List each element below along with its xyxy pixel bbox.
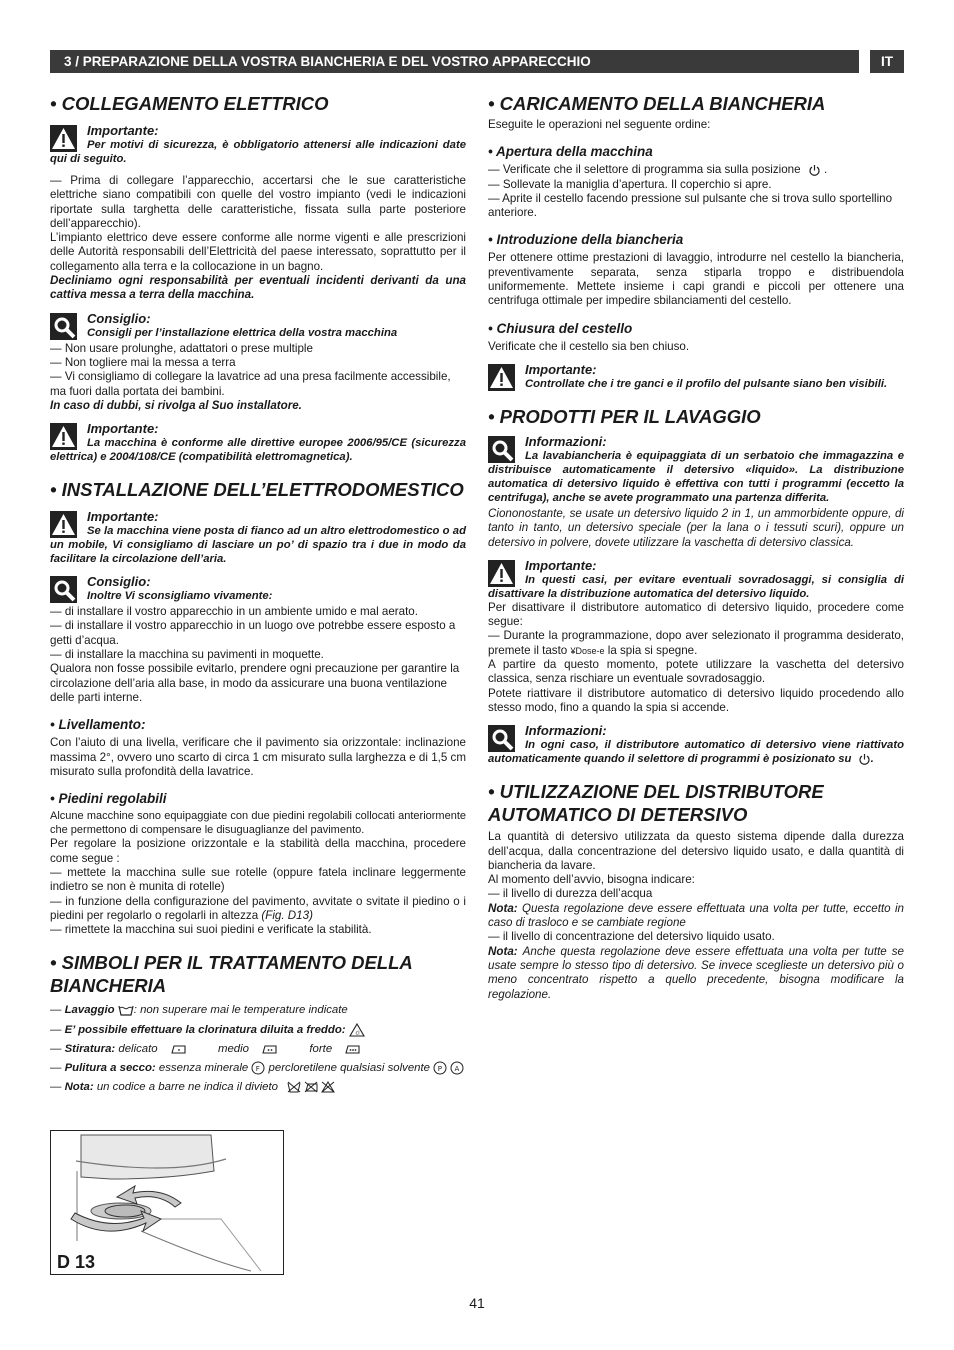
label: Stiratura:: [64, 1043, 116, 1055]
symbol-pulitura: — Pulitura a secco: essenza minerale F percloretilene qualsiasi solvente P A: [50, 1061, 466, 1075]
label: Lavaggio: [64, 1004, 115, 1017]
list-item: — di installare il vostro apparecchio in un ambiente umido e mal aerato.: [50, 605, 418, 619]
iron-medium-icon: [260, 1043, 278, 1055]
notice-title: Importante:: [87, 509, 159, 525]
text: — in funzione della configurazione del pavimento, avvitate o svitate il piedino o i piedini per regolarlo o regolarli in altezza: [50, 894, 466, 922]
right-column: [488, 92, 904, 1002]
text: un codice a barre ne indica il divieto: [96, 1081, 278, 1094]
paragraph: A partire da questo momento, potete utilizzare la vaschetta del detersivo classica, senza rischiare un eventuale sovradosaggio.: [488, 658, 904, 686]
paragraph: Con l’aiuto di una livella, verificare che il pavimento sia orizzontale: inclinazione massima 2°, ovvero uno scarto di circa 1 cm misurato sulla larghezza e di 1,5 cm misurato sulla profondità della lavatrice.: [50, 736, 466, 778]
list-item: — Sollevate la maniglia d’apertura. Il coperchio si apre.: [488, 177, 772, 191]
note: [488, 902, 904, 931]
paragraph: Decliniamo ogni responsabilità per eventuali incidenti derivanti da una cattiva messa a terra della macchina.: [50, 274, 466, 302]
paragraph: Per regolare la posizione orizzontale e la stabilità della macchina, procedere come segue :: [50, 837, 466, 865]
notice-importante: [50, 421, 466, 464]
svg-text:A: A: [454, 1065, 460, 1074]
paragraph: [50, 895, 466, 924]
text: forte: [309, 1043, 333, 1055]
notice-body: In questi casi, per evitare eventuali sovradosaggi, si consiglia di disattivare la distribuzione automatica del detersivo liquido.: [488, 573, 904, 600]
notice-informazioni: [488, 723, 904, 766]
figure-reference: (Fig. D13): [261, 908, 313, 922]
power-icon: [858, 753, 871, 766]
list-item: — il livello di durezza dell’acqua: [488, 887, 653, 901]
notice-body: In ogni caso, il distributore automatico di detersivo viene riattivato automaticamente quando il selettore di programmi è posizionato su .: [488, 739, 904, 766]
paragraph: Verificate che il cestello sia ben chiuso.: [488, 339, 690, 353]
paragraph: Ciononostante, se usate un detersivo liquido 2 in 1, un ammorbidente oppure, di tanto in tanto, un detersivo speciale (per la lana o i tessuti scuri), oppure un detersivo in polvere, dovete utilizzare la vaschetta di detersivo classica.: [488, 506, 904, 549]
text: : non superare mai le temperature indicate: [133, 1004, 348, 1017]
list-item: — il livello di concentrazione del detersivo liquido usato.: [488, 930, 775, 944]
notice-body: Controllate che i tre ganci e il profilo del pulsante siano ben visibili.: [525, 377, 888, 390]
prohibited-wash-icon: [287, 1081, 301, 1093]
heading-caricamento: • CARICAMENTO DELLA BIANCHERIA: [488, 93, 826, 114]
text: — Verificate che il selettore di programma sia sulla posizione: [488, 163, 801, 177]
notice-importante: [50, 123, 466, 166]
paragraph: Eseguite le operazioni nel seguente ordine:: [488, 118, 711, 131]
bleach-triangle-icon: [349, 1023, 365, 1037]
text: medio: [217, 1043, 250, 1055]
prohibited-bleach-icon: [321, 1081, 335, 1093]
notice-body: La lavabiancheria è equipaggiata di un serbatoio che immagazzina e distribuisce automaticamente il detersivo «liquido». La distribuzione automatica di detersivo liquido è effettiva con tutti i programmi (eccetto la centrifuga), anche se avete programmato una partenza differita.: [488, 449, 904, 504]
notice-body: Inoltre Vi sconsigliamo vivamente:: [87, 590, 273, 603]
left-column: [50, 92, 466, 1100]
svg-text:cl: cl: [355, 1030, 360, 1037]
paragraph: — Prima di collegare l’apparecchio, accertarsi che le sue caratteristiche elettriche siano compatibili con quelle del vostro impianto (vedi le indicazioni riportate sulla targhetta delle caratteristiche, fissata sulla parte posteriore dell’apparecchio).: [50, 174, 466, 230]
heading-utilizzazione: • UTILIZZAZIONE DEL DISTRIBUTORE AUTOMATICO DI DETERSIVO: [488, 781, 824, 826]
subheading-chiusura: • Chiusura del cestello: [488, 320, 633, 336]
warning-icon: [50, 423, 77, 450]
label: Pulitura a secco:: [64, 1062, 156, 1075]
text: la spia si spegne.: [607, 643, 698, 657]
paragraph: Qualora non fosse possibile evitarlo, prendere ogni precauzione per garantire la circolazione dell’aria alla base, in modo da assicurare una buona ventilazione delle parti interne.: [50, 662, 460, 704]
notice-informazioni: [488, 434, 904, 505]
warning-icon: [488, 560, 515, 587]
section-header: 3 / PREPARAZIONE DELLA VOSTRA BIANCHERIA E DEL VOSTRO APPARECCHIO: [50, 50, 859, 73]
text: percloretilene qualsiasi solvente: [268, 1062, 430, 1075]
paragraph: L’impianto elettrico deve essere conforme alle norme vigenti e alle prescrizioni delle Autorità responsabili dell’Elettricità del paese interessato, soprattutto per il collegamento alla terra e la collocazione in un bagno.: [50, 231, 466, 273]
list-item: — Verificate che il selettore di programma sia sulla posizione .: [488, 163, 828, 177]
prohibited-iron-icon: [304, 1081, 318, 1093]
subheading-introduzione: • Introduzione della biancheria: [488, 232, 684, 248]
text: essenza minerale: [158, 1062, 249, 1075]
dry-clean-a-icon: [450, 1061, 464, 1075]
note-label: Nota:: [488, 901, 518, 915]
magnifier-icon: [488, 436, 515, 463]
heading-collegamento-elettrico: • COLLEGAMENTO ELETTRICO: [50, 93, 329, 114]
dose-key-icon: ¥: [570, 645, 576, 656]
svg-text:F: F: [256, 1065, 261, 1074]
language-badge: IT: [870, 50, 904, 73]
notice-body: Se la macchina viene posta di fianco ad un altro elettrodomestico o ad un mobile, Vi consigliamo di lasciare un po’ di spazio tra i due in modo da facilitare la circolazione dell’aria.: [50, 525, 466, 566]
paragraph: [488, 629, 904, 658]
notice-title: Informazioni:: [525, 433, 607, 449]
subheading-apertura: • Apertura della macchina: [488, 144, 653, 160]
label: Nota:: [64, 1081, 94, 1094]
warning-icon: [50, 125, 77, 152]
symbol-nota: — Nota: un codice a barre ne indica il divieto: [50, 1080, 466, 1094]
notice-title: Informazioni:: [525, 723, 607, 739]
paragraph: La quantità di detersivo utilizzata da questo sistema dipende dalla durezza dell’acqua, dalla concentrazione del detersivo liquido usato, e dalla quantità di biancheria da lavare.: [488, 830, 904, 872]
svg-text:P: P: [437, 1065, 443, 1074]
note: [488, 945, 904, 1002]
wash-tub-icon: [118, 1004, 134, 1016]
notice-body: Per motivi di sicurezza, è obbligatorio attenersi alle indicazioni date qui di seguito.: [50, 139, 466, 165]
list-item: — di installare la macchina su pavimenti in moquette.: [50, 648, 324, 662]
note-text: Questa regolazione deve essere effettuata una volta per tutte, eccetto in caso di trasloco e se cambiate regione: [488, 901, 904, 930]
paragraph: In caso di dubbi, si rivolga al Suo installatore.: [50, 398, 302, 412]
text: — Durante la programmazione, dopo aver selezionato il programma desiderato, premete il tasto: [488, 629, 904, 657]
dry-clean-f-icon: [251, 1061, 265, 1075]
dry-clean-p-icon: [433, 1061, 447, 1075]
magnifier-icon: [488, 725, 515, 752]
notice-title: Consiglio:: [87, 310, 151, 326]
notice-title: Importante:: [87, 123, 159, 138]
paragraph: Potete riattivare il distributore automatico di detersivo liquido procedendo allo stesso modo, fino a quando la spia si accende.: [488, 686, 904, 714]
list-item: — di installare il vostro apparecchio in un luogo ove potrebbe essere esposto a getti d’acqua.: [50, 619, 456, 647]
paragraph: — mettete la macchina sulle sue rotelle (oppure fatela inclinare leggermente indietro se non è munita di rotelle): [50, 865, 466, 894]
power-icon: [808, 164, 821, 177]
notice-title: Importante:: [525, 557, 597, 573]
iron-high-icon: [343, 1043, 361, 1055]
symbol-lavaggio: — Lavaggio : non superare mai le temperature indicate: [50, 1004, 348, 1017]
magnifier-icon: [50, 313, 77, 340]
figure-d13: [50, 1130, 284, 1275]
list-item: — Aprite il cestello facendo pressione sul pulsante che si trova sullo sportellino anteriore.: [488, 191, 893, 220]
subheading-livellamento: • Livellamento:: [50, 717, 146, 733]
subheading-piedini: • Piedini regolabili: [50, 791, 167, 807]
notice-importante: [488, 558, 904, 601]
text: In ogni caso, il distributore automatico di detersivo viene riattivato automaticamente quando il selettore di programmi è posizionato su: [488, 739, 904, 766]
notice-body: La macchina è conforme alle direttive europee 2006/95/CE (sicurezza elettrica) e 2004/108/CE (compatibilità elettromagnetica).: [50, 437, 466, 464]
paragraph: Per ottenere ottime prestazioni di lavaggio, introdurre nel cestello la biancheria, preventivamente separata, senza stiparla troppo e distribuendola uniformemente. Mettete insieme i capi grandi e piccoli per ottenere una centrifuga ottimale per impedire sbilanciamenti del cestello.: [488, 251, 904, 308]
paragraph: — rimettete la macchina sui suoi piedini e verificate la stabilità.: [50, 923, 372, 937]
heading-simboli: • SIMBOLI PER IL TRATTAMENTO DELLA BIANCHERIA: [50, 952, 413, 997]
notice-title: Importante:: [87, 421, 159, 437]
page-number: 41: [469, 1295, 485, 1311]
text: delicato: [118, 1043, 158, 1055]
notice-importante: [488, 362, 904, 391]
key-label: Dose-e: [575, 645, 605, 656]
notice-title: Consiglio:: [87, 574, 151, 590]
paragraph: Alcune macchine sono equipaggiate con due piedini regolabili collocati anteriormente che permettono di compensare le disuguaglianze del pavimento.: [50, 810, 466, 836]
note-label: Nota:: [488, 944, 518, 958]
symbol-stiratura: — Stiratura: delicato medio forte: [50, 1042, 466, 1056]
list-item: — Vi consigliamo di collegare la lavatrice ad una presa facilmente accessibile, ma fuori dalla portata dei bambini.: [50, 370, 451, 398]
heading-installazione: • INSTALLAZIONE DELL’ELETTRODOMESTICO: [50, 479, 464, 501]
notice-consiglio: [50, 311, 466, 340]
paragraph: Per disattivare il distributore automatico di detersivo liquido, procedere come segue:: [488, 600, 904, 629]
figure-label: D 13: [57, 1251, 96, 1272]
notice-consiglio: [50, 574, 466, 603]
warning-icon: [488, 364, 515, 391]
note-text: Anche questa regolazione deve essere effettuata una volta per tutte se usate sempre lo stesso tipo di detersivo. Se invece sceglieste un detersivo più o meno concentrato rispetto a quello precedente, bisogna modificare la regolazione.: [488, 944, 904, 1001]
list-item: — Non usare prolunghe, adattatori o prese multiple: [50, 341, 313, 355]
text: E’ possibile effettuare la clorinatura diluita a freddo:: [64, 1023, 346, 1036]
list-item: — Non togliere mai la messa a terra: [50, 355, 236, 369]
notice-body: Consigli per l’installazione elettrica della vostra macchina: [87, 326, 398, 339]
dose-e-key: [571, 646, 605, 656]
paragraph: Al momento dell’avvio, bisogna indicare:: [488, 873, 695, 887]
notice-importante: [50, 509, 466, 566]
warning-icon: [50, 511, 77, 538]
symbol-clorinatura: — E’ possibile effettuare la clorinatura diluita a freddo: cl: [50, 1023, 466, 1037]
heading-prodotti: • PRODOTTI PER IL LAVAGGIO: [488, 405, 761, 427]
notice-title: Importante:: [525, 361, 597, 377]
iron-low-icon: [169, 1043, 187, 1055]
magnifier-icon: [50, 576, 77, 603]
